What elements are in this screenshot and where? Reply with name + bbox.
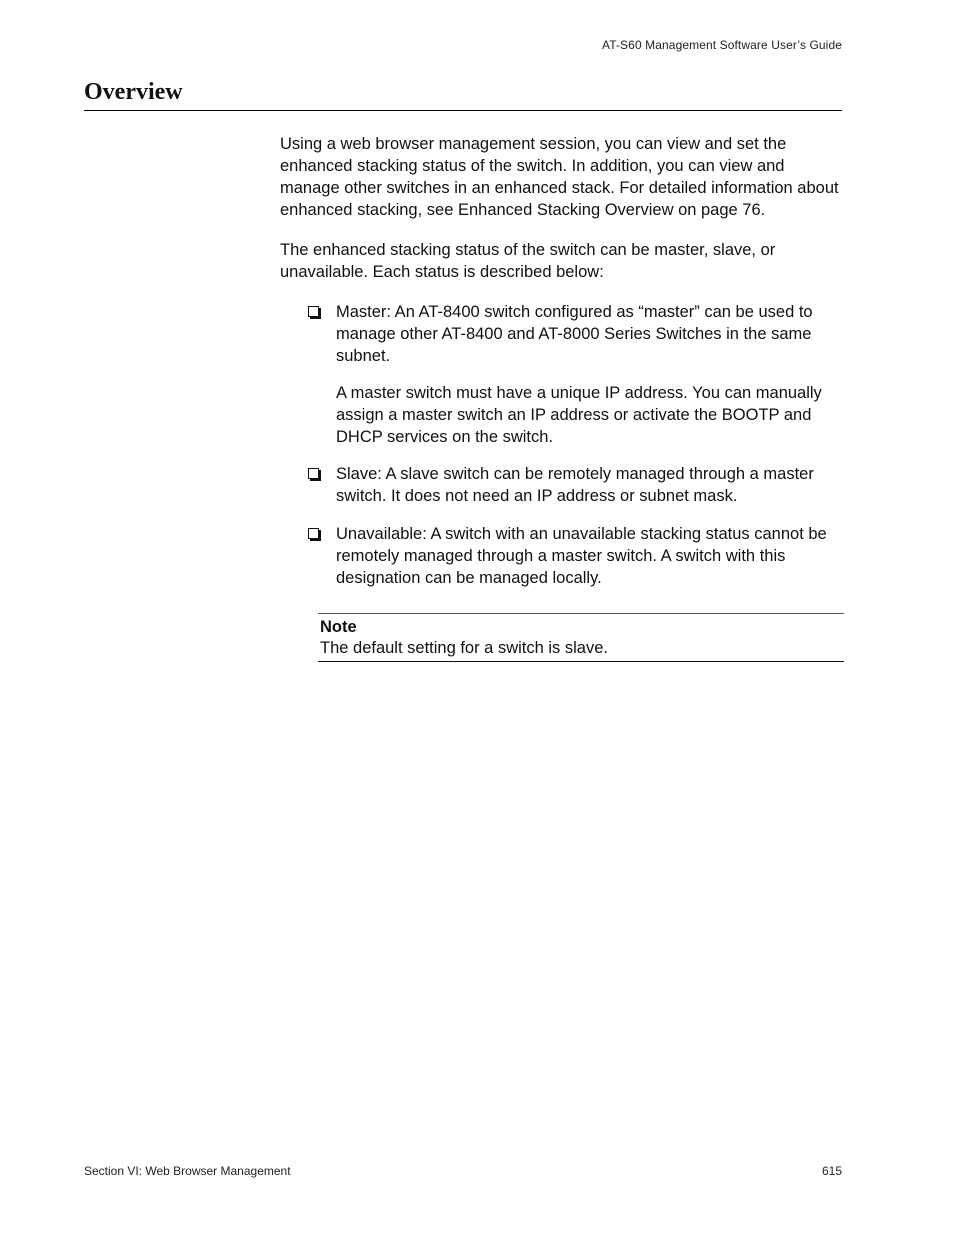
list-item-master <box>306 301 846 448</box>
master-text: Master: An AT-8400 switch configured as “master” can be used to manage other AT-8400 and AT-8000 Series Switches in the same subnet. <box>336 303 813 365</box>
footer-section: Section VI: Web Browser Management <box>84 1164 291 1178</box>
running-header: AT-S60 Management Software User’s Guide <box>601 38 842 52</box>
checkbox-bullet-icon <box>308 528 319 539</box>
note-text: The default setting for a switch is slave. <box>320 639 608 657</box>
intro-paragraph: Using a web browser management session, you can view and set the enhanced stacking status of the switch. In addition, you can view and manage other switches in an enhanced stack. For detailed information about enhanced stacking, see Enhanced Stacking Overview on page 76. <box>280 135 839 219</box>
slave-text: Slave: A slave switch can be remotely managed through a master switch. It does not need an IP address or subnet mask. <box>336 465 814 505</box>
status-paragraph: The enhanced stacking status of the switch can be master, slave, or unavailable. Each status is described below: <box>280 241 776 281</box>
master-subtext: A master switch must have a unique IP address. You can manually assign a master switch an IP address or activate the BOOTP and DHCP services on the switch. <box>336 384 822 446</box>
status-list <box>306 301 846 589</box>
checkbox-bullet-icon <box>308 468 319 479</box>
page-number: 615 <box>821 1164 842 1178</box>
note-label: Note <box>320 618 357 636</box>
unavailable-text: Unavailable: A switch with an unavailable stacking status cannot be remotely managed through a master switch. A switch with this designation can be managed locally. <box>336 525 827 587</box>
section-title: Overview <box>84 79 183 105</box>
list-item-slave <box>306 463 846 507</box>
checkbox-bullet-icon <box>308 306 319 317</box>
note-box <box>318 613 844 662</box>
list-item-unavailable <box>306 523 846 589</box>
title-rule <box>84 110 842 111</box>
